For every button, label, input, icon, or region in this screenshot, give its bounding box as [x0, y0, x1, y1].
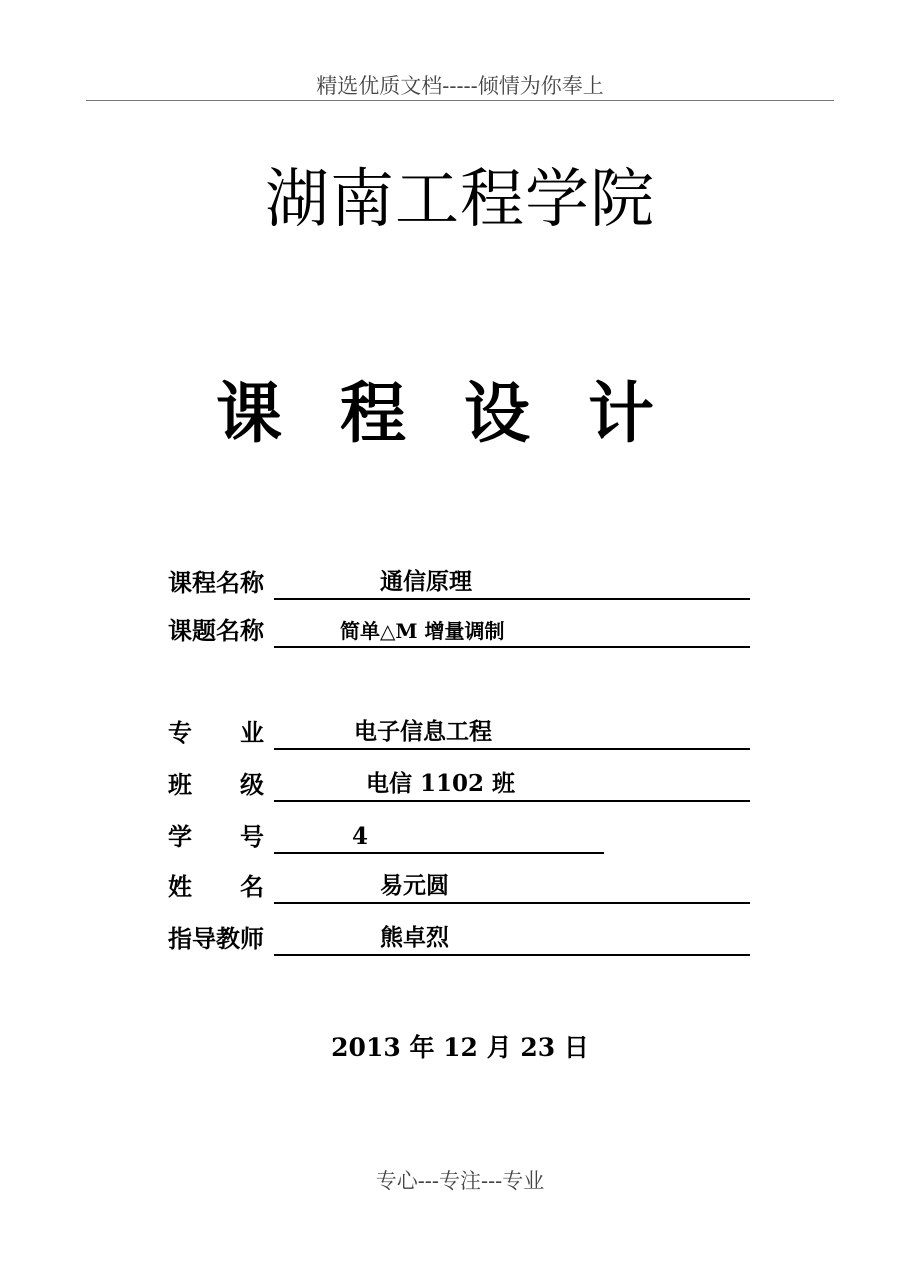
underline-advisor	[274, 954, 750, 956]
field-label-name: 姓名	[168, 872, 312, 901]
field-label-topic-name: 课题名称	[168, 616, 264, 645]
field-label-student-id: 学号	[168, 822, 312, 851]
field-value-topic-name: 简单△M 增量调制	[340, 619, 505, 643]
underline-major	[274, 748, 750, 750]
page-header: 精选优质文档-----倾情为你奉上	[316, 74, 604, 98]
underline-course-name	[274, 598, 750, 600]
field-label-advisor: 指导教师	[168, 924, 264, 953]
field-value-major: 电子信息工程	[354, 718, 492, 745]
header-divider	[86, 100, 834, 101]
underline-student-id	[274, 852, 604, 854]
field-value-student-id: 4	[352, 823, 369, 850]
underline-class	[274, 800, 750, 802]
field-value-name: 易元圆	[380, 872, 449, 899]
page-footer: 专心---专注---专业	[375, 1169, 545, 1193]
field-value-advisor: 熊卓烈	[380, 924, 449, 951]
field-value-course-name: 通信原理	[380, 568, 472, 595]
document-date: 2013 年 12 月 23 日	[331, 1033, 589, 1062]
field-value-class: 电信 1102 班	[366, 770, 516, 797]
field-label-class: 班级	[168, 770, 312, 799]
field-label-course-name: 课程名称	[168, 568, 264, 597]
underline-topic-name	[274, 646, 750, 648]
document-title: 课程设计	[216, 374, 712, 452]
field-label-major: 专业	[168, 718, 312, 747]
school-name: 湖南工程学院	[265, 163, 655, 237]
underline-name	[274, 902, 750, 904]
